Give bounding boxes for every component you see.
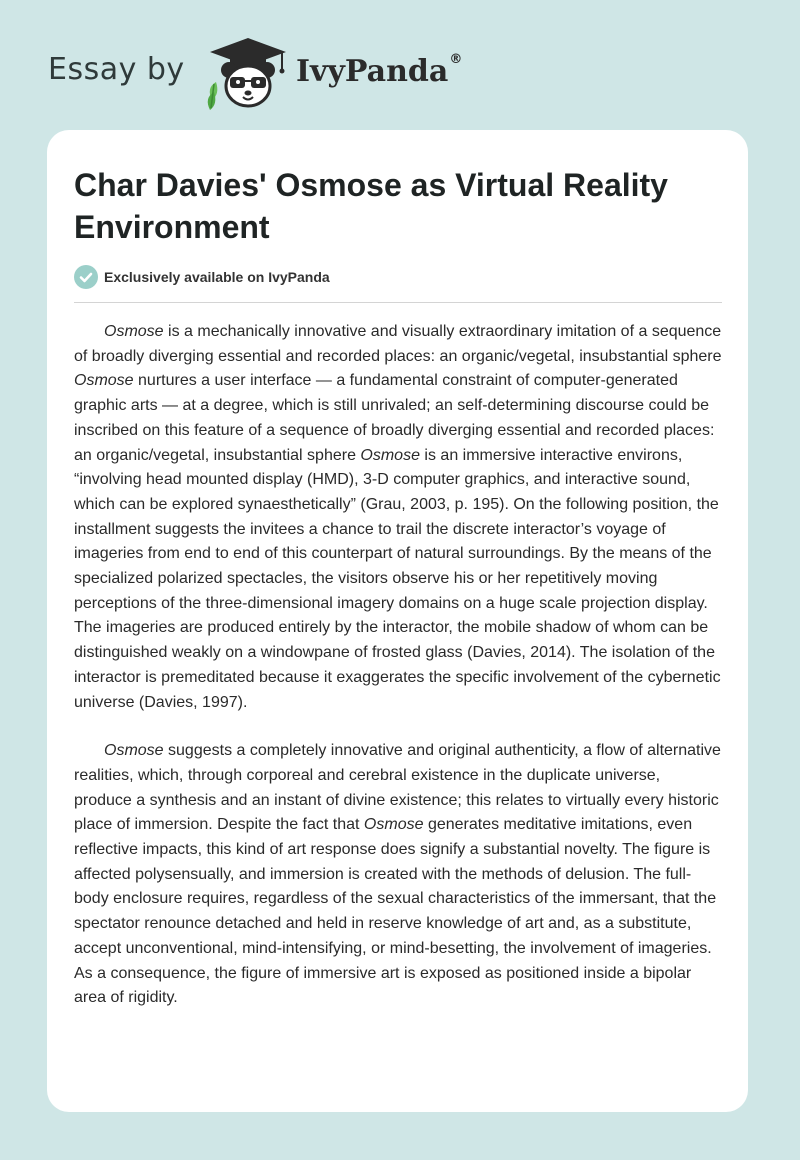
brand-name-text: IvyPanda — [296, 54, 449, 89]
text-run: nurtures a user interface — a fundamental constraint of computer-generated graphic arts — at a degree, which is still unrivaled; an self-determining discourse could be inscribed on this feature of a sequence of broadly diverging essential and recorded places: an organic/vegetal, insubstantial sphere — [74, 372, 715, 464]
body-paragraph — [74, 739, 722, 1011]
body-paragraph — [74, 320, 722, 715]
italic-title-run: Osmose — [104, 323, 164, 340]
page-title: Char Davies' Osmose as Virtual Reality Environment — [74, 167, 668, 245]
italic-title-run: Osmose — [104, 742, 164, 760]
badge-text: Exclusively available on IvyPanda — [104, 269, 330, 285]
registered-mark: ® — [449, 52, 463, 67]
italic-title-run: Osmose — [74, 372, 134, 390]
italic-title-run: Osmose — [363, 816, 424, 834]
essay-card — [47, 130, 748, 1112]
essay-by-label: Essay by — [48, 52, 185, 87]
italic-title-run: Osmose — [360, 446, 420, 464]
text-run: suggests a completely innovative and original authenticity, a flow of alternative realities, which, through corporeal and cerebral existence in the duplicate universe, produce a synthesis and an instant of divine existence; this relates to virtually every historic place of immersion. Despite the fact that — [74, 742, 721, 834]
exclusive-badge — [74, 264, 330, 290]
essay-body — [74, 320, 722, 1035]
check-icon — [74, 265, 98, 289]
brand-name[interactable] — [296, 54, 462, 89]
text-run: generates meditative imitations, even reflective impacts, this kind of art response does signify a substantial novelty. The figure is affected polysensually, and immersion is created with the methods of delusion. The full-body enclosure requires, regardless of the sexual characteristics of the immersant, that the spectator renounce detached and held in reserve knowledge of art and, as a substitute, accept unconventional, mind-intensifying, or mind-besetting, the involvement of imageries. As a consequence, the figure of immersive art is exposed as positioned inside a bipolar area of rigidity. — [74, 816, 717, 1007]
text-run: is an immersive interactive environs, “involving head mounted display (HMD), 3-D computer graphics, and interactive sound, which can be explored synaesthetically” (Grau, 2003, p. 195). On the following position, the installment suggests the invitees a chance to trail the discrete interactor’s voyage of imageries from end to end of this counterpart of natural surroundings. By the means of the specialized polarized spectacles, the visitors observe his or her repetitively moving perceptions of the three-dimensional imagery domains on a huge scale projection display. The imageries are produced entirely by the interactor, the mobile shadow of whom can be distinguished weakly on a windowpane of frosted glass (Davies, 2014). The isolation of the interactor is premeditated because it exaggerates the specific involvement of the cybernetic universe (Davies, 1997). — [74, 446, 721, 711]
text-run: is a mechanically innovative and visually extraordinary imitation of a sequence of broadly diverging essential and recorded places: an organic/vegetal, insubstantial sphere — [74, 323, 722, 365]
panda-logo-graphic — [200, 36, 296, 112]
divider — [74, 302, 722, 303]
panda-graduate-icon[interactable] — [200, 36, 296, 112]
site-header — [0, 0, 800, 130]
